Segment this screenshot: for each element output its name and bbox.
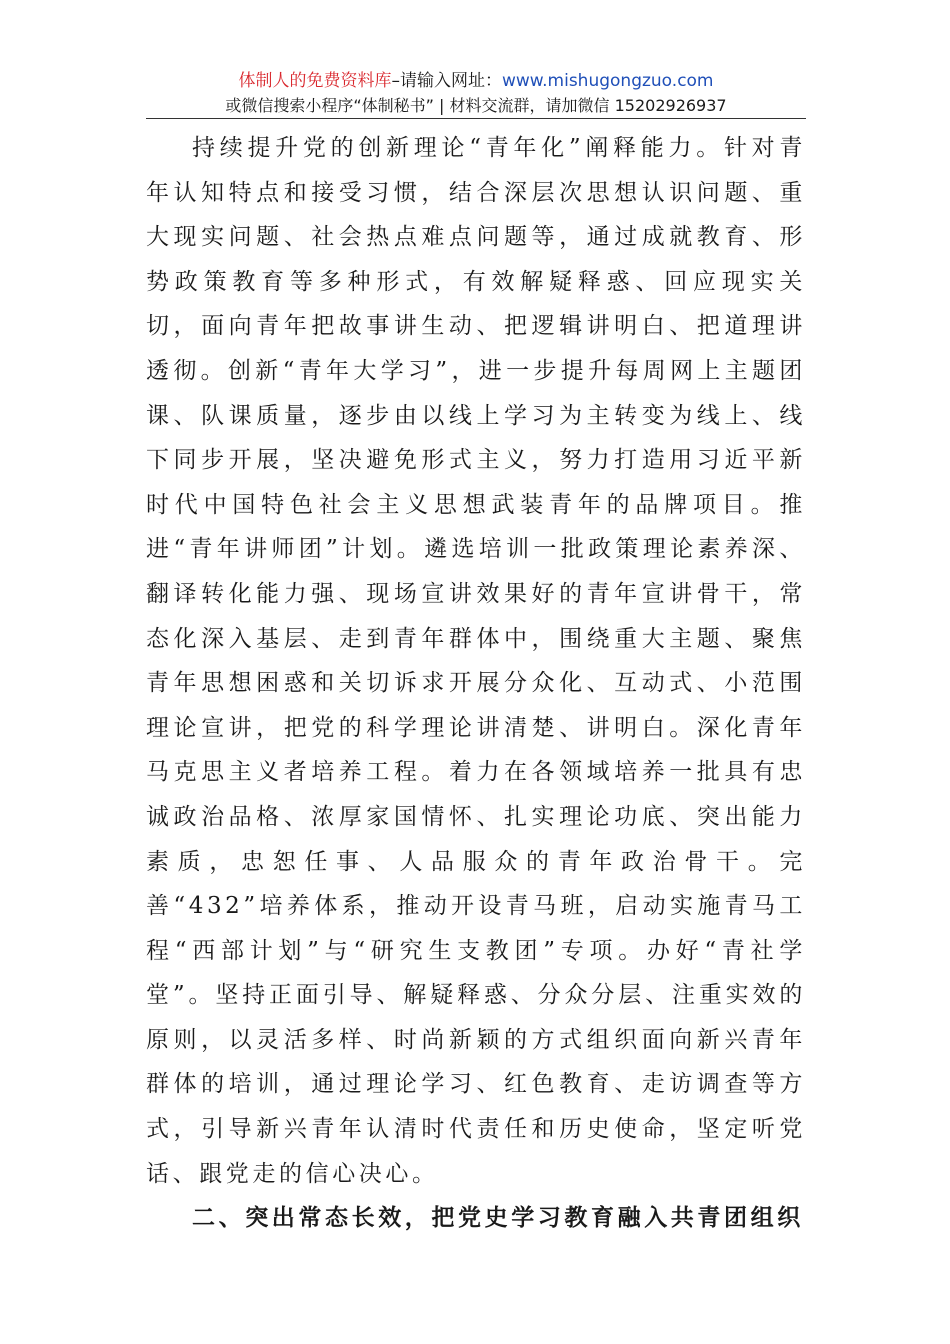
section-heading: 二、突出常态长效，把党史学习教育融入共青团组织 [192, 1204, 804, 1232]
header-banner-line [146, 68, 806, 94]
header-divider [146, 118, 806, 119]
body-paragraph: 持续提升党的创新理论“青年化”阐释能力。针对青年认知特点和接受习惯，结合深层次思想认识问题、重大现实问题、社会热点难点问题等，通过成就教育、形势政策教育等多种形式，有效解疑释惑、回应现实关切，面向青年把故事讲生动、把逻辑讲明白、把道理讲透彻。创新“青年大学习”，进一步提升每周网上主题团课、队课质量，逐步由以线上学习为主转变为线上、线下同步开展，坚决避免形式主义，努力打造用习近平新时代中国特色社会主义思想武装青年的品牌项目。推进“青年讲师团”计划。遴选培训一批政策理论素养深、翻译转化能力强、现场宣讲效果好的青年宣讲骨干，常态化深入基层、走到青年群体中，围绕重大主题、聚焦青年思想困惑和关切诉求开展分众化、互动式、小范围理论宣讲，把党的科学理论讲清楚、讲明白。深化青年马克思主义者培养工程。着力在各领域培养一批具有忠诚政治品格、浓厚家国情怀、扎实理论功底、突出能力素质，忠恕任事、人品服众的青年政治骨干。完善“432”培养体系，推动开设青马班，启动实施青马工程“西部计划”与“研究生支教团”专项。办好“青社学堂”。坚持正面引导、解疑释惑、分众分层、注重实效的原则，以灵活多样、时尚新颖的方式组织面向新兴青年群体的培训，通过理论学习、红色教育、走访调查等方式，引导新兴青年认清时代责任和历史使命，坚定听党话、跟党走的信心决心。 [146, 135, 806, 1187]
header-brand: 体制人的免费资料库 [238, 71, 392, 91]
header-url-link[interactable]: www.mishugongzuo.com [501, 71, 714, 91]
header-prompt: –请输入网址： [391, 71, 502, 91]
header-contact-line: 或微信搜索小程序“体制秘书” | 材料交流群，请加微信 15202926937 [225, 96, 727, 115]
page-header [146, 68, 806, 118]
document-body [146, 126, 806, 1241]
